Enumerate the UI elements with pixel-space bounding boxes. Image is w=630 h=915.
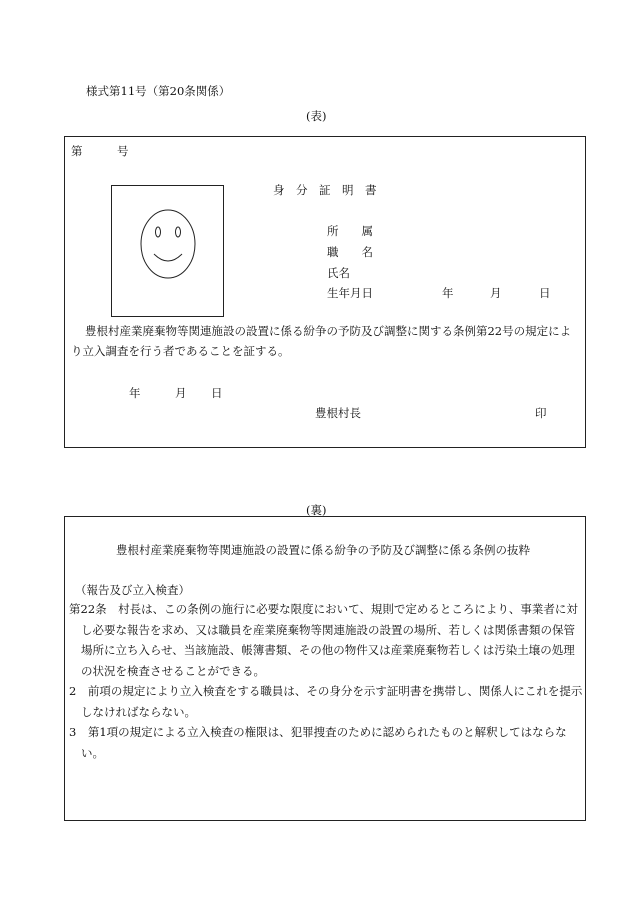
field-birthdate: 生年月日	[327, 286, 373, 300]
article-caption: （報告及び立入検査）	[75, 583, 190, 597]
field-name: 氏名	[327, 266, 350, 280]
birth-year-label: 年	[442, 286, 454, 300]
issue-year-label: 年	[129, 386, 141, 400]
photo-box	[111, 185, 224, 317]
article-22	[69, 599, 583, 763]
card-title: 身 分 証 明 書	[273, 183, 377, 197]
front-label: (表)	[306, 109, 327, 123]
clause-2-body: 前項の規定により立入検査をする職員は、その身分を示す証明書を携帯し、関係人にこれを提示しなければならない。	[81, 684, 583, 719]
seal-mark: 印	[535, 406, 547, 420]
field-position: 職 名	[327, 245, 373, 259]
issuer: 豊根村長	[315, 406, 361, 420]
issue-month-label: 月	[175, 386, 187, 400]
front-card	[64, 136, 586, 448]
certification-text: 豊根村産業廃棄物等関連施設の設置に係る紛争の予防及び調整に関する条例第22号の規定により立入調査を行う者であることを証する。	[71, 324, 572, 358]
birth-month-label: 月	[490, 286, 502, 300]
back-card	[64, 516, 586, 821]
number-suffix: 号	[117, 144, 129, 158]
birth-day-label: 日	[539, 286, 551, 300]
clause-3-number: 3	[69, 725, 77, 739]
back-label: (裏)	[306, 503, 327, 517]
face-icon	[112, 186, 223, 316]
clause-3-body: 第1項の規定による立入検査の権限は、犯罪捜査のために認められたものと解釈してはならない。	[81, 725, 567, 760]
form-number: 様式第11号（第20条関係）	[86, 84, 231, 98]
issue-day-label: 日	[211, 386, 223, 400]
article-number: 第22条	[69, 602, 107, 616]
number-prefix: 第	[71, 144, 83, 158]
field-affiliation: 所 属	[327, 224, 373, 238]
article-body: 村長は、この条例の施行に必要な限度において、規則で定めるところにより、事業者に対し必要な報告を求め、又は職員を産業廃棄物等関連施設の設置の場所、若しくは関係書類の保管場所に立ち入らせ、当該施設、帳簿書類、その他の物件又は産業廃棄物若しくは汚染土壌の処理の状況を検査させることができる。	[81, 602, 578, 678]
back-title: 豊根村産業廃棄物等関連施設の設置に係る紛争の予防及び調整に係る条例の抜粋	[116, 543, 530, 557]
clause-2-number: 2	[69, 684, 77, 698]
